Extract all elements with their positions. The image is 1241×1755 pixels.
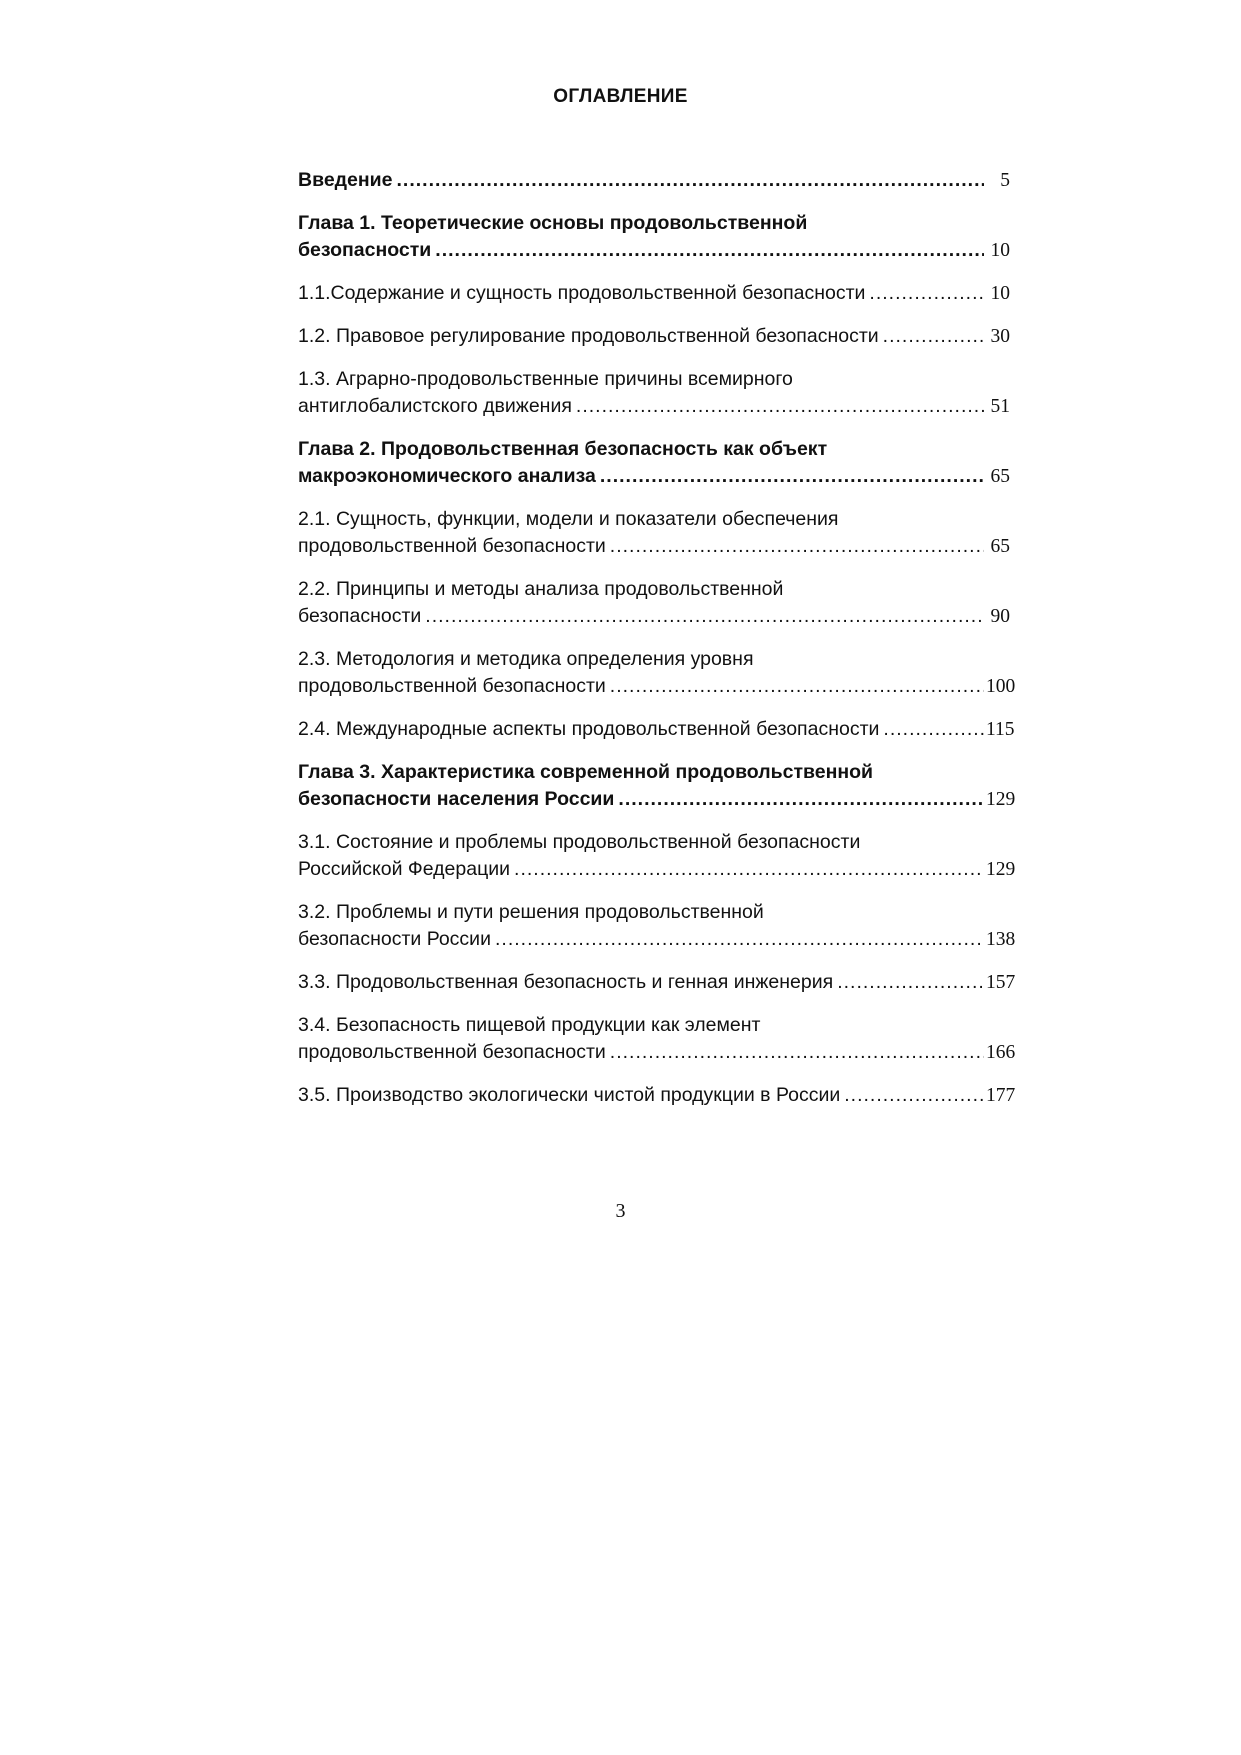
toc-entry-line (298, 646, 1010, 673)
toc-leader-dots (837, 969, 984, 996)
toc-page-number: 138 (986, 929, 1016, 950)
toc-entry-title: Глава 3. Характеристика современной продовольственной (298, 761, 874, 783)
toc-entry-line (298, 856, 1016, 883)
toc-entry-title: Введение (298, 169, 393, 191)
toc-entry-line (298, 436, 1010, 463)
toc-section-entry[interactable] (298, 969, 1016, 996)
toc-chapter-entry[interactable] (298, 210, 1010, 264)
toc-entry-line (298, 969, 1016, 996)
toc-entry-title: 2.2. Принципы и методы анализа продовольственной (298, 578, 784, 600)
toc-entry-line (298, 237, 1010, 264)
toc-page-number: 177 (986, 1085, 1016, 1106)
toc-entry-title: 3.2. Проблемы и пути решения продовольственной (298, 901, 764, 923)
toc-entry-title: безопасности населения России (298, 788, 615, 810)
toc-leader-dots (600, 463, 984, 490)
toc-entry-line (298, 323, 1010, 350)
toc-entry-line (298, 603, 1010, 630)
toc-page-number: 65 (990, 536, 1010, 557)
toc-entry-title: Глава 1. Теоретические основы продовольственной (298, 212, 808, 234)
toc-leader-dots (397, 167, 985, 194)
toc-page-number: 166 (986, 1042, 1016, 1063)
toc-entry-title: макроэкономического анализа (298, 465, 596, 487)
toc-entry-line (298, 366, 1010, 393)
toc-entry-title: Российской Федерации (298, 858, 511, 880)
toc-page-number: 10 (990, 283, 1010, 304)
toc-entry-line (298, 280, 1010, 307)
toc-section-entry[interactable] (298, 899, 1016, 953)
toc-entry-title: 1.2. Правовое регулирование продовольственной безопасности (298, 325, 879, 347)
toc-page-number: 129 (986, 859, 1016, 880)
toc-entry-title: антиглобалистского движения (298, 395, 572, 417)
toc-page-number: 129 (986, 789, 1016, 810)
toc-leader-dots (610, 673, 984, 700)
toc-page-number: 65 (990, 466, 1010, 487)
toc-entry-title: продовольственной безопасности (298, 1041, 606, 1063)
toc-leader-dots (883, 323, 984, 350)
toc-leader-dots (610, 533, 984, 560)
toc-entry-title: безопасности (298, 605, 422, 627)
toc-section-entry[interactable] (298, 323, 1010, 350)
toc-entry-title: продовольственной безопасности (298, 535, 606, 557)
toc-leader-dots (610, 1039, 984, 1066)
toc-entry-line (298, 786, 1016, 813)
toc-chapter-entry[interactable] (298, 167, 1010, 194)
toc-entry-line (298, 926, 1016, 953)
toc-entry-line (298, 1039, 1016, 1066)
toc-entry-line (298, 759, 1010, 786)
toc-chapter-entry[interactable] (298, 759, 1016, 813)
toc-entry-line (298, 393, 1010, 420)
toc-leader-dots (514, 856, 984, 883)
toc-section-entry[interactable] (298, 366, 1010, 420)
toc-entry-line (298, 463, 1010, 490)
toc-leader-dots (844, 1082, 984, 1109)
toc-section-entry[interactable] (298, 506, 1010, 560)
toc-entry-line (298, 576, 1010, 603)
toc-page-number: 51 (990, 396, 1010, 417)
toc-leader-dots (435, 237, 984, 264)
toc-entry-line (298, 716, 1015, 743)
toc-leader-dots (883, 716, 984, 743)
toc-page-number: 5 (1000, 170, 1010, 191)
page-number: 3 (615, 1200, 626, 1222)
toc-entry-line (298, 167, 1010, 194)
toc-page-number: 30 (990, 326, 1010, 347)
toc-section-entry[interactable] (298, 716, 1015, 743)
toc-entry-title: 3.3. Продовольственная безопасность и генная инженерия (298, 971, 834, 993)
toc-leader-dots (618, 786, 984, 813)
toc-section-entry[interactable] (298, 280, 1010, 307)
toc-leader-dots (576, 393, 984, 420)
toc-page-number: 90 (990, 606, 1010, 627)
toc-entry-line (298, 506, 1010, 533)
toc-page-number: 157 (986, 972, 1016, 993)
toc-entry-line (298, 1082, 1016, 1109)
toc-section-entry[interactable] (298, 1082, 1016, 1109)
toc-leader-dots (495, 926, 984, 953)
toc-entry-title: Глава 2. Продовольственная безопасность как объект (298, 438, 828, 460)
toc-entry-title: 1.3. Аграрно-продовольственные причины всемирного (298, 368, 793, 390)
toc-entry-line (298, 829, 1010, 856)
toc-leader-dots (869, 280, 984, 307)
page-title: ОГЛАВЛЕНИЕ (553, 86, 688, 107)
toc-leader-dots (425, 603, 984, 630)
toc-entry-title: безопасности (298, 239, 432, 261)
toc-section-entry[interactable] (298, 829, 1016, 883)
table-of-contents (298, 167, 1016, 1125)
toc-entry-line (298, 210, 1010, 237)
toc-entry-title: 3.1. Состояние и проблемы продовольственной безопасности (298, 831, 861, 853)
toc-entry-title: 2.1. Сущность, функции, модели и показатели обеспечения (298, 508, 839, 530)
toc-section-entry[interactable] (298, 646, 1016, 700)
toc-section-entry[interactable] (298, 1012, 1016, 1066)
toc-entry-line (298, 533, 1010, 560)
toc-entry-line (298, 673, 1016, 700)
toc-entry-title: 2.4. Международные аспекты продовольственной безопасности (298, 718, 880, 740)
toc-section-entry[interactable] (298, 576, 1010, 630)
toc-entry-title: безопасности России (298, 928, 491, 950)
toc-page-number: 10 (990, 240, 1010, 261)
toc-entry-line (298, 899, 1010, 926)
toc-entry-title: 3.5. Производство экологически чистой продукции в России (298, 1084, 841, 1106)
toc-entry-title: 3.4. Безопасность пищевой продукции как элемент (298, 1014, 761, 1036)
toc-entry-line (298, 1012, 1010, 1039)
toc-chapter-entry[interactable] (298, 436, 1010, 490)
toc-entry-title: 2.3. Методология и методика определения уровня (298, 648, 754, 670)
toc-entry-title: продовольственной безопасности (298, 675, 606, 697)
toc-page-number: 100 (986, 676, 1016, 697)
toc-entry-title: 1.1.Содержание и сущность продовольственной безопасности (298, 282, 866, 304)
toc-page-number: 115 (986, 719, 1015, 740)
